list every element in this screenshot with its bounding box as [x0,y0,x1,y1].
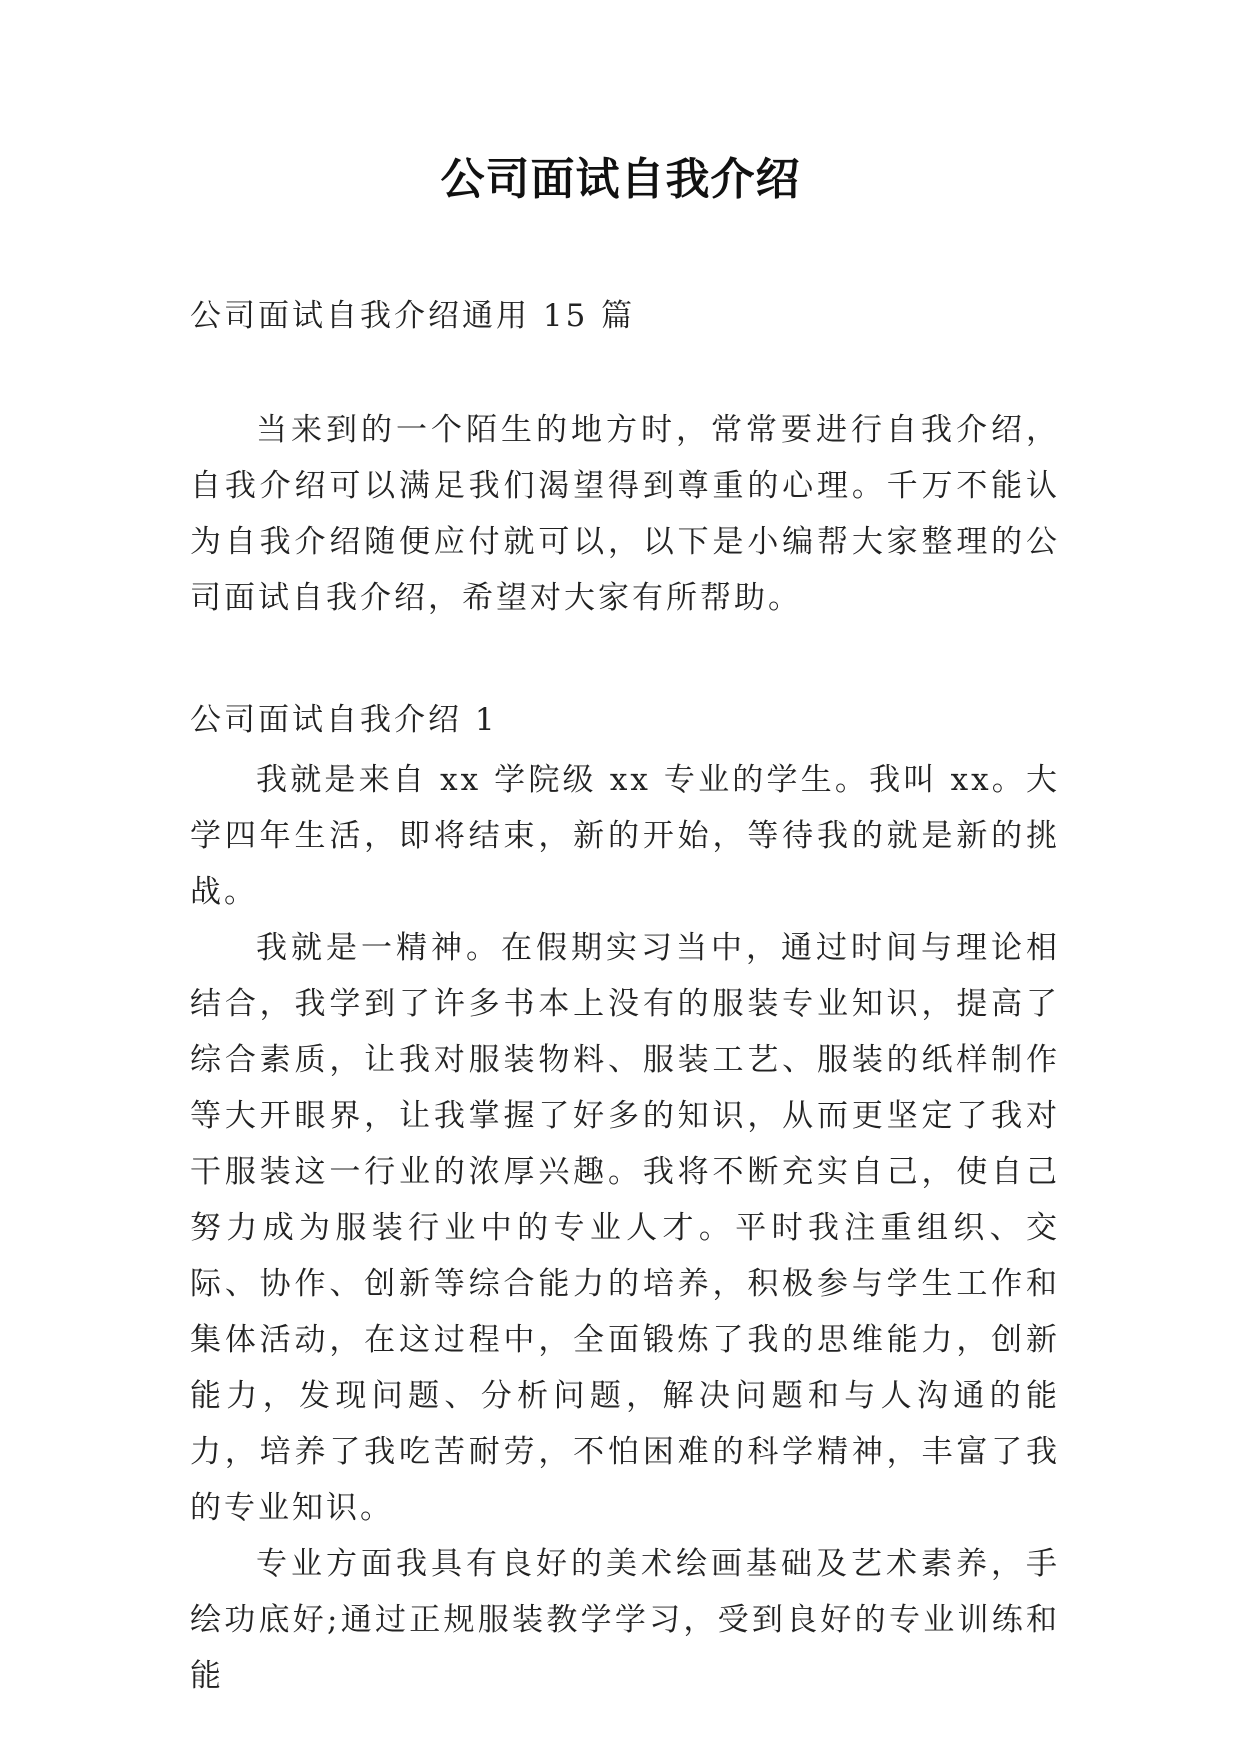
section-body [190,752,1060,1704]
document-subtitle: 公司面试自我介绍通用 15 篇 [190,298,636,334]
section-heading: 公司面试自我介绍 1 [190,702,498,738]
intro-paragraph: 当来到的一个陌生的地方时，常常要进行自我介绍，自我介绍可以满足我们渴望得到尊重的心理。千万不能认为自我介绍随便应付就可以，以下是小编帮大家整理的公司面试自我介绍，希望对大家有所帮助。 [190,412,1060,616]
document-title: 公司面试自我介绍 [440,154,801,205]
paragraph: 我就是一精神。在假期实习当中，通过时间与理论相结合，我学到了许多书本上没有的服装专业知识，提高了综合素质，让我对服装物料、服装工艺、服装的纸样制作等大开眼界，让我掌握了好多的知识，从而更坚定了我对干服装这一行业的浓厚兴趣。我将不断充实自己，使自己努力成为服装行业中的专业人才。平时我注重组织、交际、协作、创新等综合能力的培养，积极参与学生工作和集体活动，在这过程中，全面锻炼了我的思维能力，创新能力，发现问题、分析问题，解决问题和与人沟通的能力，培养了我吃苦耐劳，不怕困难的科学精神，丰富了我的专业知识。 [190,930,1060,1526]
paragraph: 专业方面我具有良好的美术绘画基础及艺术素养，手绘功底好;通过正规服装教学学习，受到良好的专业训练和能 [190,1546,1060,1694]
paragraph: 我就是来自 xx 学院级 xx 专业的学生。我叫 xx。大学四年生活，即将结束，新的开始，等待我的就是新的挑战。 [190,762,1060,910]
